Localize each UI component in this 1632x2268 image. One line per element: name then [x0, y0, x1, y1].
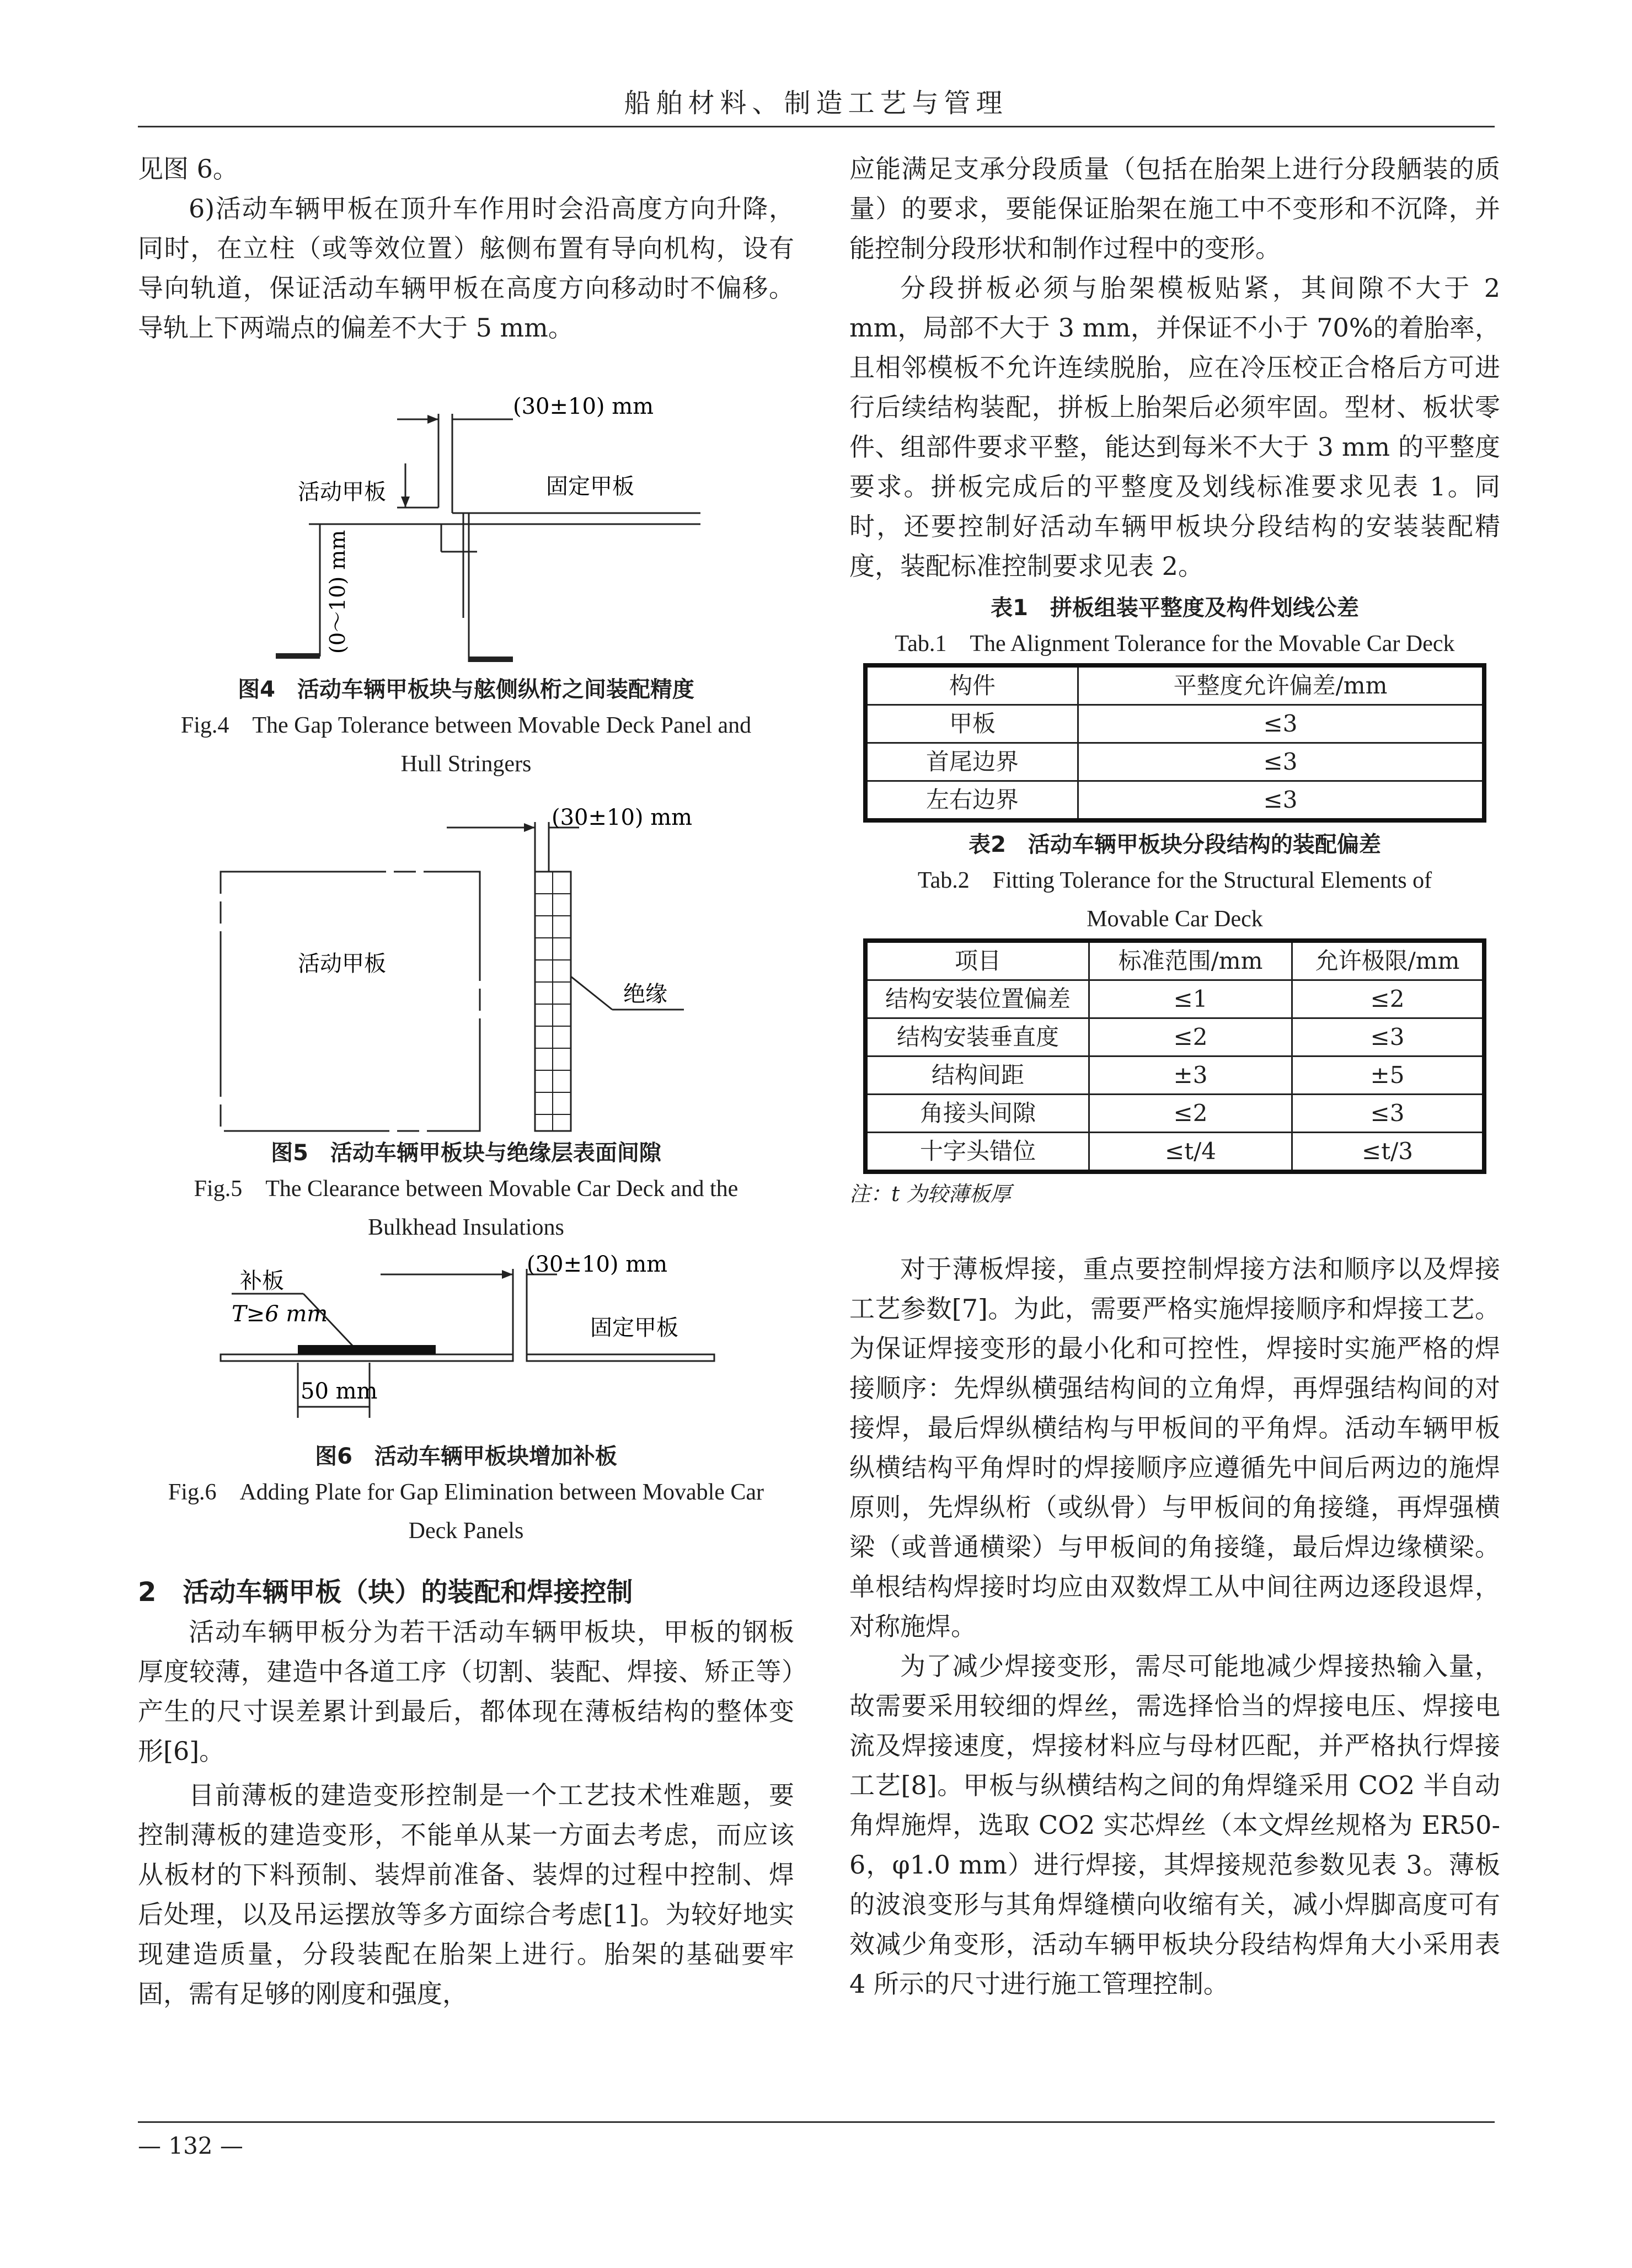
fig5-label-movable: 活动甲板 — [298, 951, 386, 976]
right-paragraph-1: 应能满足支承分段质量（包括在胎架上进行分段舾装的质量）的要求，要能保证胎架在施工中不变形和不沉降，并能控制分段形状和制作过程中的变形。 — [849, 154, 1500, 263]
table-1-header-row — [865, 665, 1484, 705]
figure-4-caption-cn: 图4 活动车辆甲板块与舷侧纵桁之间装配精度 — [238, 677, 694, 702]
table-2-caption-cn: 表2 活动车辆甲板块分段结构的装配偏差 — [969, 832, 1381, 857]
table-cell: ≤2 — [1089, 1018, 1292, 1056]
table-2-header-cell: 允许极限/mm — [1292, 941, 1485, 980]
figure-4-caption-en-2: Hull Stringers — [400, 751, 532, 777]
table-row — [865, 743, 1484, 781]
table-2-header-cell: 标准范围/mm — [1089, 941, 1292, 980]
fig6-label-thickness: T≥6 mm — [232, 1301, 328, 1327]
fig5-movable-deck — [221, 872, 480, 1131]
footer-rule — [138, 2121, 1495, 2123]
table-1-header-cell: 构件 — [865, 665, 1078, 705]
table-1-header-cell: 平整度允许偏差/mm — [1078, 665, 1485, 705]
fig6-dim-top-label: (30±10) mm — [527, 1252, 668, 1277]
table-cell: ≤t/3 — [1292, 1133, 1485, 1172]
journal-section-header: 船舶材料、制造工艺与管理 — [624, 88, 1008, 119]
table-row — [865, 1095, 1484, 1133]
table-1-caption-en: Tab.1 The Alignment Tolerance for the Movable Car Deck — [895, 631, 1455, 657]
fig5-label-insulation: 绝缘 — [623, 981, 667, 1007]
fig5-dim-top-label: (30±10) mm — [552, 805, 693, 830]
fig4-dim-top-label: (30±10) mm — [513, 394, 654, 419]
table-row — [865, 1133, 1484, 1172]
figure-6-caption-en-1: Fig.6 Adding Plate for Gap Elimination between Movable Car — [168, 1480, 764, 1505]
table-cell: ≤3 — [1078, 781, 1485, 821]
fig4-arrowhead — [427, 415, 438, 424]
table-cell: ≤3 — [1292, 1095, 1485, 1133]
right-paragraph-2: 分段拼板必须与胎架模板贴紧，其间隙不大于 2 mm，局部不大于 3 mm，并保证不小于 70%的着胎率，且相邻模板不允许连续脱胎，应在冷压校正合格后方可进行后续结构装配，拼板上胎架后必须牢固。型材、板状零件、组部件要求平整，能达到每米不大于 3 mm 的平整度要求。拼板完成后的平整度及划线标准要求见表 1。同时，还要控制好活动车辆甲板块分段结构的安装装配精度，装配标准控制要求见表 2。 — [849, 273, 1500, 581]
figure-6-caption-en-2: Deck Panels — [408, 1518, 524, 1544]
page-number: — 132 — — [138, 2132, 243, 2159]
table-cell: ≤1 — [1089, 980, 1292, 1018]
fig6-fixed-plate — [527, 1354, 714, 1361]
table-1 — [863, 663, 1486, 823]
right-paragraph-4: 为了减少焊接变形，需尽可能地减少焊接热输入量，故需要采用较细的焊丝，需选择恰当的焊接电压、焊接电流及焊接速度，焊接材料应与母材匹配，并严格执行焊接工艺[8]。甲板与纵横结构之间的角焊缝采用 CO2 半自动角焊施焊，选取 CO2 实芯焊丝（本文焊丝规格为 ER50-6，φ1.0 mm）进行焊接，其焊接规范参数见表 3。薄板的波浪变形与其角焊缝横向收缩有关，减小焊脚高度可有效减少角变形，活动车辆甲板块分段结构焊角大小采用表 4 所示的尺寸进行施工管理控制。 — [849, 1651, 1500, 1999]
fig6-dim-bottom-label: 50 mm — [301, 1379, 378, 1404]
left-paragraph-1: 见图 6。 — [138, 154, 238, 184]
table-cell: ≤2 — [1292, 980, 1485, 1018]
table-cell: ±5 — [1292, 1056, 1485, 1095]
table-row — [865, 1018, 1484, 1056]
figure-6-caption-cn: 图6 活动车辆甲板块增加补板 — [315, 1444, 617, 1469]
table-row — [865, 705, 1484, 743]
table-cell: 首尾边界 — [865, 743, 1078, 781]
table-2-caption-en-1: Tab.2 Fitting Tolerance for the Structural Elements of — [917, 868, 1432, 893]
table-cell: ≤3 — [1078, 743, 1485, 781]
table-1-caption-cn: 表1 拼板组装平整度及构件划线公差 — [991, 595, 1359, 621]
fig5-leader — [571, 976, 612, 1010]
table-cell: 结构间距 — [865, 1056, 1089, 1095]
fig6-added-plate — [298, 1345, 436, 1354]
fig4-vdim-arrowhead — [401, 497, 410, 508]
fig6-arrowhead — [502, 1270, 513, 1279]
table-2-note: 注：t 为较薄板厚 — [849, 1182, 1012, 1206]
section-2-title: 2 活动车辆甲板（块）的装配和焊接控制 — [138, 1577, 633, 1608]
table-2 — [863, 938, 1486, 1174]
fig4-label-fixed: 固定甲板 — [546, 474, 634, 499]
figure-6-diagram — [138, 1252, 794, 1434]
table-cell: 角接头间隙 — [865, 1095, 1089, 1133]
fig6-movable-plate — [221, 1354, 513, 1361]
table-2-header-cell: 项目 — [865, 941, 1089, 980]
fig4-hull-flange — [469, 657, 513, 662]
right-column — [849, 149, 1500, 2004]
fig6-label-plate: 补板 — [240, 1268, 284, 1294]
table-row — [865, 980, 1484, 1018]
left-paragraph-3: 活动车辆甲板分为若干活动车辆甲板块，甲板的钢板厚度较薄，建造中各道工序（切割、装配、焊接、矫正等）产生的尺寸误差累计到最后，都体现在薄板结构的整体变形[6]。 — [138, 1617, 794, 1766]
left-column — [138, 149, 794, 2014]
fig6-label-fixed: 固定甲板 — [590, 1315, 678, 1341]
figure-4-caption-en-1: Fig.4 The Gap Tolerance between Movable Deck Panel and — [180, 713, 752, 738]
table-2-caption-en-2: Movable Car Deck — [1087, 906, 1263, 932]
fig4-stringer-flange — [276, 653, 320, 659]
fig4-dim-vertical-label: (0～10) mm — [325, 530, 350, 654]
figure-4-diagram — [138, 381, 794, 673]
fig5-arrowhead — [524, 823, 535, 832]
figure-6 — [138, 1252, 794, 1434]
left-paragraph-4: 目前薄板的建造变形控制是一个工艺技术性难题，要控制薄板的建造变形，不能单从某一方面去考虑，而应该从板材的下料预制、装焊前准备、装焊的过程中控制、焊后处理，以及吊运摆放等多方面综合考虑[1]。为较好地实现建造质量，分段装配在胎架上进行。胎架的基础要牢固，需有足够的刚度和强度， — [138, 1780, 794, 2009]
right-paragraph-3: 对于薄板焊接，重点要控制焊接方法和顺序以及焊接工艺参数[7]。为此，需要严格实施焊接顺序和焊接工艺。为保证焊接变形的最小化和可控性，焊接时实施严格的焊接顺序：先焊纵横强结构间的立角焊，再焊强结构间的对接焊，最后焊纵横结构与甲板间的平角焊。活动车辆甲板纵横结构平角焊时的焊接顺序应遵循先中间后两边的施焊原则，先焊纵桁（或纵骨）与甲板间的角接缝，再焊强横梁（或普通横梁）与甲板间的角接缝，最后焊边缘横梁。单根结构焊接时均应由双数焊工从中间往两边逐段退焊，对称施焊。 — [849, 1254, 1500, 1641]
table-cell: ≤3 — [1292, 1018, 1485, 1056]
figure-5-caption-cn: 图5 活动车辆甲板块与绝缘层表面间隙 — [271, 1140, 661, 1166]
table-cell: ≤t/4 — [1089, 1133, 1292, 1172]
table-2-header-row — [865, 941, 1484, 980]
left-paragraph-2: 6)活动车辆甲板在顶升车作用时会沿高度方向升降，同时，在立柱（或等效位置）舷侧布置有导向机构，设有导向轨道，保证活动车辆甲板在高度方向移动时不偏移。导轨上下两端点的偏差不大于 5 mm。 — [138, 194, 794, 343]
table-cell: 甲板 — [865, 705, 1078, 743]
table-row — [865, 1056, 1484, 1095]
figure-4 — [138, 381, 794, 673]
figure-5 — [138, 800, 794, 1136]
figure-5-diagram — [138, 800, 794, 1136]
table-cell: 左右边界 — [865, 781, 1078, 821]
table-cell: 结构安装位置偏差 — [865, 980, 1089, 1018]
fig5-insulation-hatch — [535, 872, 571, 1131]
table-row — [865, 781, 1484, 821]
table-cell: ≤2 — [1089, 1095, 1292, 1133]
table-cell: 十字头错位 — [865, 1133, 1089, 1172]
figure-5-caption-en-2: Bulkhead Insulations — [368, 1215, 564, 1240]
fig4-label-movable: 活动甲板 — [298, 479, 386, 505]
table-cell: ±3 — [1089, 1056, 1292, 1095]
header-rule — [138, 126, 1495, 127]
figure-5-caption-en-1: Fig.5 The Clearance between Movable Car Deck and the — [194, 1176, 739, 1202]
table-cell: 结构安装垂直度 — [865, 1018, 1089, 1056]
table-cell: ≤3 — [1078, 705, 1485, 743]
